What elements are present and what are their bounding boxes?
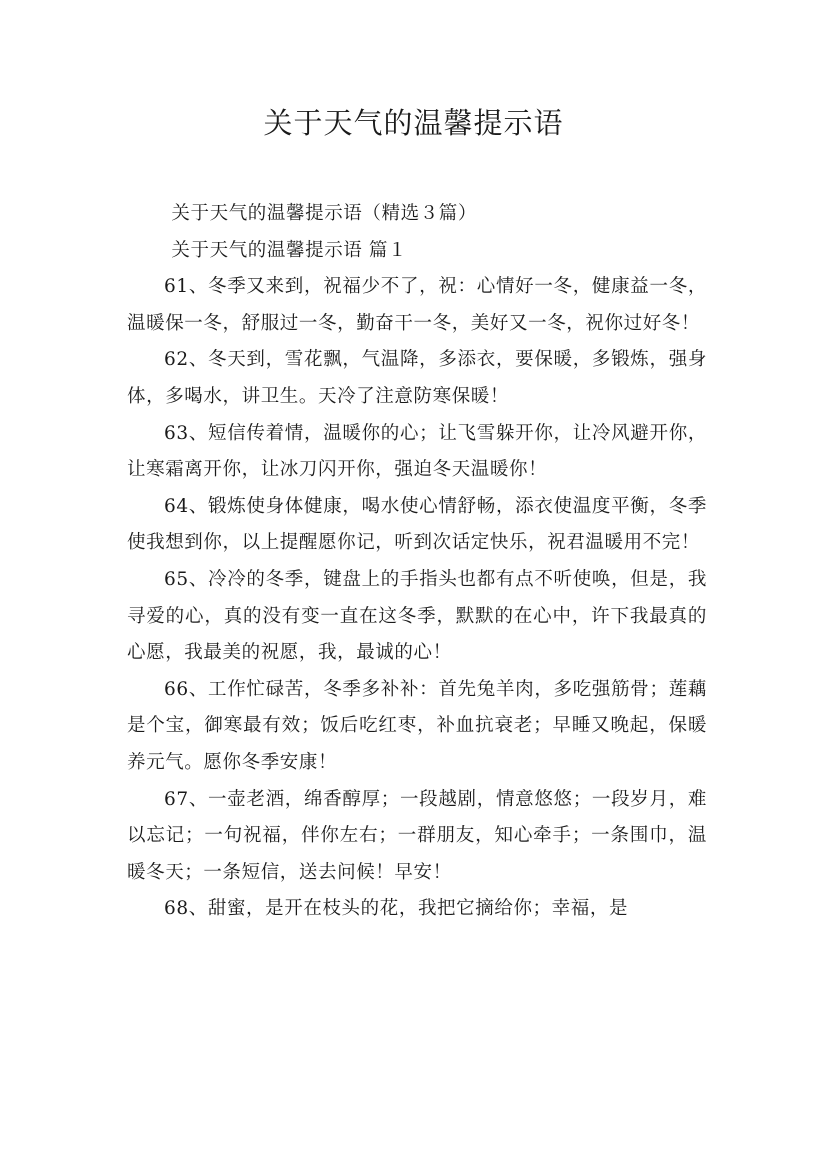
paragraph-68: 68、甜蜜，是开在枝头的花，我把它摘给你；幸福，是 xyxy=(164,898,629,920)
paragraph-63: 63、短信传着情，温暖你的心；让飞雪躲开你，让冷风避开你，让寒霜离开你，让冰刀闪开你，强迫冬天温暖你！ xyxy=(127,422,707,481)
document-title: 关于天气的温馨提示语 xyxy=(263,106,564,140)
paragraph-67: 67、一壶老酒，绵香醇厚；一段越剧，情意悠悠；一段岁月，难以忘记；一句祝福，伴你左右；一群朋友，知心牵手；一条围巾，温暖冬天；一条短信，送去问候！早安！ xyxy=(127,788,707,883)
paragraph-64: 64、锻炼使身体健康，喝水使心情舒畅，添衣使温度平衡，冬季使我想到你，以上提醒愿你记，听到次话定快乐，祝君温暖用不完！ xyxy=(127,495,707,554)
paragraph-61: 61、冬季又来到，祝福少不了，祝：心情好一冬，健康益一冬，温暖保一冬，舒服过一冬，勤奋干一冬，美好又一冬，祝你过好冬！ xyxy=(127,276,707,334)
paragraph-66: 66、工作忙碌苦，冬季多补补：首先兔羊肉，多吃强筋骨；莲藕是个宝，御寒最有效；饭后吃红枣，补血抗衰老；早睡又晚起，保暖养元气。愿你冬季安康！ xyxy=(127,678,707,773)
paragraph-65: 65、冷冷的冬季，键盘上的手指头也都有点不听使唤，但是，我寻爱的心，真的没有变一直在这冬季，默默的在心中，许下我最真的心愿，我最美的祝愿，我，最诚的心！ xyxy=(127,568,707,664)
document-subtitle: 关于天气的温馨提示语（精选３篇） xyxy=(171,203,477,224)
document-body xyxy=(127,196,707,928)
paragraph-62: 62、冬天到，雪花飘，气温降，多添衣，要保暖，多锻炼，强身体，多喝水，讲卫生。天冷了注意防寒保暖！ xyxy=(127,349,707,407)
section-heading: 关于天气的温馨提示语 篇１ xyxy=(171,239,408,261)
